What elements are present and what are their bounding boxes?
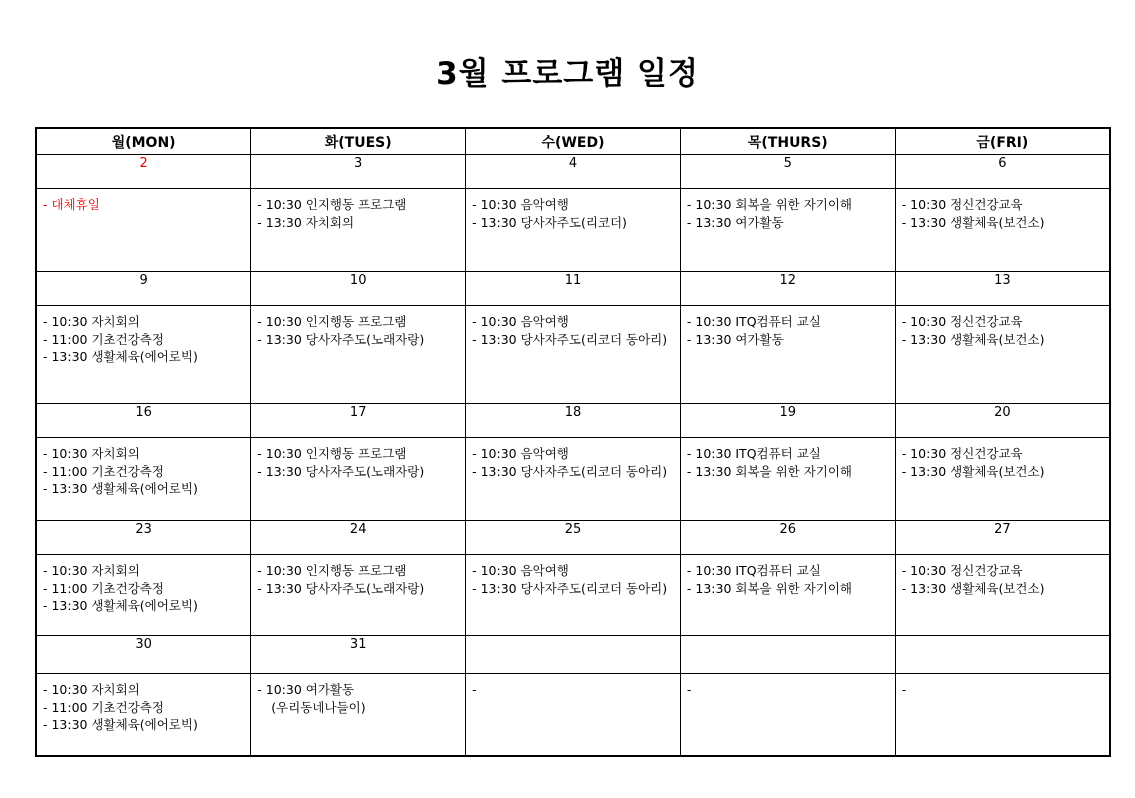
day-events [895,674,1110,757]
day-number: 9 [36,272,251,306]
event-item: - 10:30 자치회의 [43,314,140,329]
day-events [680,306,895,404]
weekday-header-wed: 수(WED) [466,128,681,155]
day-events [36,438,251,521]
day-events [466,438,681,521]
event-item: - 13:30 여가활동 [686,331,784,347]
event-item: - 10:30 정신건강교육 [901,197,1023,212]
day-events [680,555,895,636]
day-number: 30 [36,636,251,674]
event-item: - 13:30 회복을 위한 자기이해 [686,580,852,596]
event-item: - 10:30 여가활동 [257,682,355,697]
day-events [251,306,466,404]
page-title: 3월 프로그램 일정 [436,56,699,92]
day-events [895,189,1110,272]
day-events [251,674,466,757]
event-item: - [686,682,692,697]
holiday-event: - 대체휴일 [43,197,100,212]
event-item: - 13:30 회복을 위한 자기이해 [686,463,852,479]
event-item: - 10:30 음악여행 [472,446,569,461]
day-number: 13 [895,272,1110,306]
week-2-events [36,306,1110,404]
day-events [466,674,681,757]
event-item: - [901,682,907,697]
event-item-note: (우리동네나들이) [271,699,366,715]
day-events [680,438,895,521]
event-item: - 10:30 자치회의 [43,563,140,578]
week-1-events [36,189,1110,272]
schedule-calendar [35,127,1111,757]
day-events [680,674,895,757]
event-item: - 10:30 정신건강교육 [901,446,1023,461]
event-item: - 10:30 자치회의 [43,446,140,461]
event-item: - 10:30 인지행동 프로그램 [257,446,407,461]
event-item: - 10:30 ITQ컴퓨터 교실 [686,446,821,461]
day-events [680,189,895,272]
event-item: - 10:30 인지행동 프로그램 [257,563,407,578]
day-events [36,306,251,404]
weekday-header-mon: 월(MON) [36,128,251,155]
event-item: - 13:30 당사자주도(노래자랑) [257,331,425,347]
day-number [895,636,1110,674]
event-item: - 13:30 생활체육(보건소) [901,580,1045,596]
event-item: - 13:30 생활체육(에어로빅) [43,598,198,613]
day-events [895,306,1110,404]
day-events [466,555,681,636]
day-number: 19 [680,404,895,438]
day-events [251,438,466,521]
event-item: - 10:30 정신건강교육 [901,563,1023,578]
event-item: - 13:30 당사자주도(리코더) [472,214,627,230]
day-number: 12 [680,272,895,306]
event-item: - 13:30 당사자주도(노래자랑) [257,580,425,596]
weekday-header-row [36,128,1110,155]
week-3-events [36,438,1110,521]
event-item: - 11:00 기초건강측정 [43,463,164,479]
week-2-dates [36,272,1110,306]
event-item: - 13:30 생활체육(보건소) [901,214,1045,230]
weekday-header-fri: 금(FRI) [895,128,1110,155]
day-events [251,189,466,272]
day-number: 18 [466,404,681,438]
day-number: 6 [895,155,1110,189]
week-3-dates [36,404,1110,438]
week-4-events [36,555,1110,636]
event-item: - [472,682,477,697]
event-item: - 13:30 생활체육(보건소) [901,331,1045,347]
day-events [466,189,681,272]
day-number [680,636,895,674]
week-1-dates [36,155,1110,189]
day-number: 16 [36,404,251,438]
day-number: 4 [466,155,681,189]
event-item: - 10:30 음악여행 [472,314,569,329]
day-number: 31 [251,636,466,674]
day-number: 10 [251,272,466,306]
day-number: 17 [251,404,466,438]
day-events [36,555,251,636]
day-events [895,555,1110,636]
day-number: 24 [251,521,466,555]
event-item: - 13:30 생활체육(에어로빅) [43,717,198,732]
event-item: - 13:30 당사자주도(리코더 동아리) [472,331,668,347]
event-item: - 13:30 여가활동 [686,214,784,230]
day-number: 26 [680,521,895,555]
day-events [36,674,251,757]
event-item: - 11:00 기초건강측정 [43,331,164,347]
day-number: 5 [680,155,895,189]
event-item: - 13:30 생활체육(에어로빅) [43,481,198,496]
event-item: - 13:30 당사자주도(노래자랑) [257,463,425,479]
day-number: 25 [466,521,681,555]
day-events [251,555,466,636]
event-item: - 10:30 회복을 위한 자기이해 [686,197,852,212]
event-item: - 13:30 당사자주도(리코더 동아리) [472,580,668,596]
event-item: - 10:30 인지행동 프로그램 [257,197,407,212]
week-4-dates [36,521,1110,555]
day-events [36,189,251,272]
event-item: - 13:30 생활체육(보건소) [901,463,1045,479]
event-item: - 10:30 음악여행 [472,197,569,212]
event-item: - 10:30 ITQ컴퓨터 교실 [686,314,821,329]
day-events [466,306,681,404]
event-item: - 10:30 ITQ컴퓨터 교실 [686,563,821,578]
event-item-continued [257,699,459,717]
week-5-events [36,674,1110,757]
day-number: 23 [36,521,251,555]
day-number: 11 [466,272,681,306]
event-item: - 10:30 음악여행 [472,563,569,578]
event-item: - 10:30 자치회의 [43,682,140,697]
event-item: - 11:00 기초건강측정 [43,580,164,596]
day-number: 3 [251,155,466,189]
event-item: - 13:30 자치회의 [257,214,355,230]
week-5-dates [36,636,1110,674]
day-events [895,438,1110,521]
event-item: - 13:30 생활체육(에어로빅) [43,349,198,364]
event-item: - 10:30 인지행동 프로그램 [257,314,407,329]
event-item: - 11:00 기초건강측정 [43,699,164,715]
day-number: 20 [895,404,1110,438]
day-number: 27 [895,521,1110,555]
weekday-header-tue: 화(TUES) [251,128,466,155]
weekday-header-thu: 목(THURS) [680,128,895,155]
event-item: - 10:30 정신건강교육 [901,314,1023,329]
day-number: 2 [36,155,251,189]
day-number [466,636,681,674]
event-item: - 13:30 당사자주도(리코더 동아리) [472,463,668,479]
